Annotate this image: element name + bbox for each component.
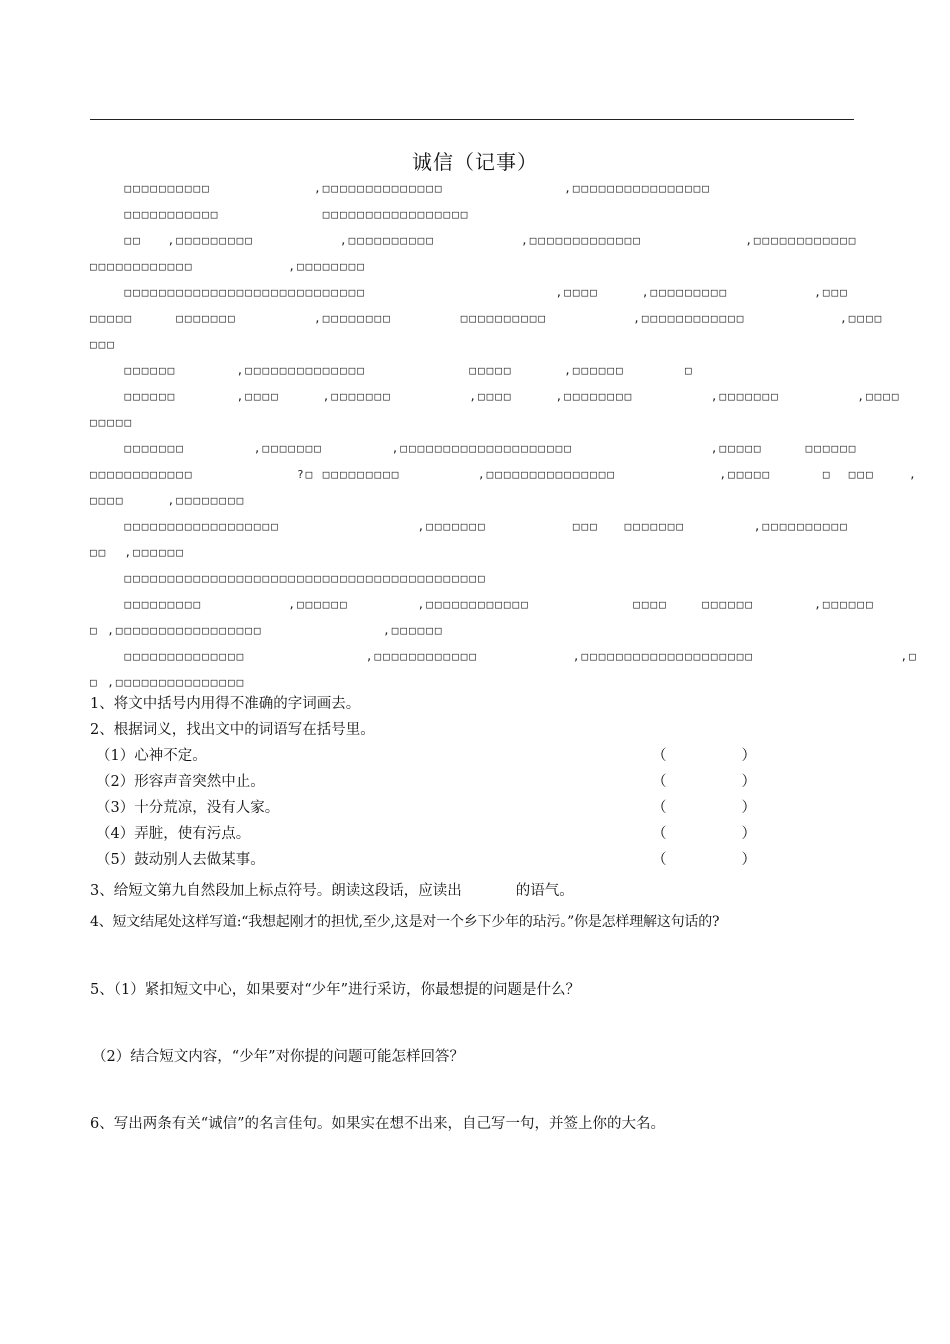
passage-line: □□ ,□□□□□□ [90, 546, 185, 559]
answer-paren-1[interactable]: （ ） [652, 748, 756, 764]
passage-line: □□ ,□□□□□□□□□ ,□□□□□□□□□□ ,□□□□□□□□□□□□□ ,□□□□□□□□□□□□ [90, 234, 858, 247]
passage-line: □□□□□□□□□ ,□□□□□□ ,□□□□□□□□□□□□ □□□□ □□□□□□ ,□□□□□□ [90, 598, 875, 611]
question-3: 3、给短文第九自然段加上标点符号。朗读这段话，应读出 的语气。 [90, 883, 574, 899]
passage-line: □ ,□□□□□□□□□□□□□□□ [90, 676, 246, 689]
q2-item-5: （5）鼓动别人去做某事。 [96, 852, 265, 868]
passage-line: □□□□□□□□□□ ,□□□□□□□□□□□□□□ ,□□□□□□□□□□□□□□□□ [90, 182, 711, 195]
passage-line: □□□□□□□□□□□□□□□□□□ ,□□□□□□□ □□□ □□□□□□□ ,□□□□□□□□□□ [90, 520, 849, 533]
answer-paren-2[interactable]: （ ） [652, 774, 756, 790]
passage-line: □□□□□□□ ,□□□□□□□ ,□□□□□□□□□□□□□□□□□□□□ ,□□□□□ □□□□□□ [90, 442, 858, 455]
passage-line: □□□□□ [90, 416, 134, 429]
document-title: 诚信（记事） [412, 150, 538, 174]
q2-item-4: （4）弄脏，使有污点。 [96, 826, 251, 842]
passage-line: □□□□□□□□□□□ □□□□□□□□□□□□□□□□□ [90, 208, 470, 221]
q2-item-2: （2）形容声音突然中止。 [96, 774, 265, 790]
question-1: 1、将文中括号内用得不准确的字词画去。 [90, 696, 361, 712]
question-6: 6、写出两条有关“诚信”的名言佳句。如果实在想不出来，自己写一句，并签上你的大名。 [90, 1116, 666, 1132]
passage-line: □□□□ ,□□□□□□□□ [90, 494, 246, 507]
passage-line: □□□□□□ ,□□□□□□□□□□□□□□ □□□□□ ,□□□□□□ □ [90, 364, 694, 377]
question-5-2: （2）结合短文内容，“少年”对你提的问题可能怎样回答？ [92, 1049, 465, 1065]
answer-paren-4[interactable]: （ ） [652, 826, 756, 842]
question-5-1: 5、（1）紧扣短文中心，如果要对“少年”进行采访，你最想提的问题是什么？ [90, 982, 581, 998]
answer-paren-5[interactable]: （ ） [652, 852, 756, 868]
passage-line: □□□□□□□□□□□□□□□□□□□□□□□□□□□□ ,□□□□ ,□□□□□□□□□ ,□□□ [90, 286, 849, 299]
passage-line: □□□□□□□□□□□□□□ ,□□□□□□□□□□□□ ,□□□□□□□□□□□□□□□□□□□□ ,□ [90, 650, 918, 663]
question-2: 2、根据词义，找出文中的词语写在括号里。 [90, 722, 375, 738]
header-rule [90, 119, 854, 120]
passage-line: □□□ [90, 338, 116, 351]
passage-line: □□□□□□□□□□□□ ,□□□□□□□□ [90, 260, 366, 273]
question-4: 4、短文结尾处这样写道:“我想起刚才的担忧,至少,这是对一个乡下少年的玷污。”你是怎样理解这句话的? [90, 914, 720, 930]
answer-paren-3[interactable]: （ ） [652, 800, 756, 816]
passage-line: □□□□□□□□□□□□□□□□□□□□□□□□□□□□□□□□□□□□□□□□□□ [90, 572, 487, 585]
passage-line: □□□□□ □□□□□□□ ,□□□□□□□□ □□□□□□□□□□ ,□□□□□□□□□□□□ ,□□□□ [90, 312, 884, 325]
passage-line: □□□□□□ ,□□□□ ,□□□□□□□ ,□□□□ ,□□□□□□□□ ,□□□□□□□ ,□□□□ [90, 390, 901, 403]
q2-item-1: （1）心神不定。 [96, 748, 207, 764]
passage-line: □□□□□□□□□□□□ ?□ □□□□□□□□□ ,□□□□□□□□□□□□□□□ ,□□□□□ □ □□□ , [90, 468, 918, 481]
q2-item-3: （3）十分荒凉，没有人家。 [96, 800, 280, 816]
passage-line: □ ,□□□□□□□□□□□□□□□□□ ,□□□□□□ [90, 624, 444, 637]
